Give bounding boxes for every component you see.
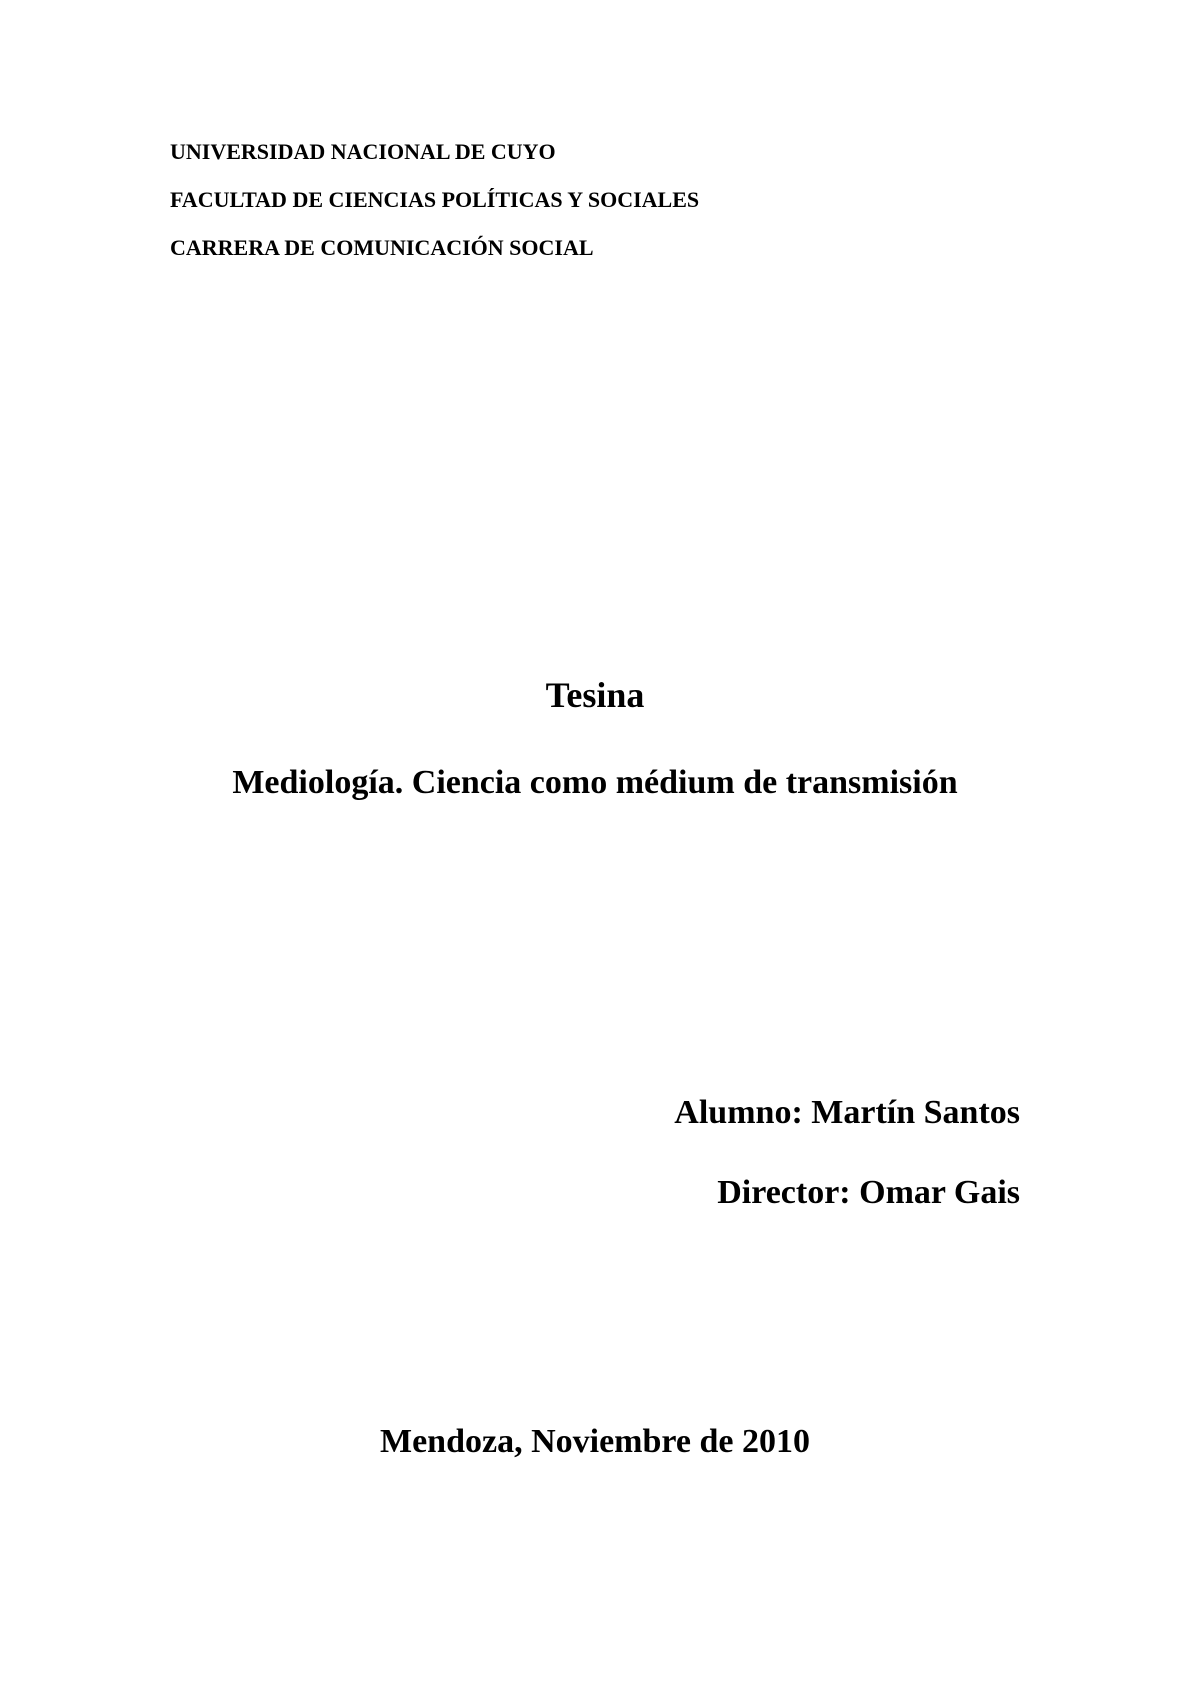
student-name: Alumno: Martín Santos	[674, 1094, 1020, 1131]
faculty-name: FACULTAD DE CIENCIAS POLÍTICAS Y SOCIALES	[170, 187, 700, 212]
university-name: UNIVERSIDAD NACIONAL DE CUYO	[170, 139, 556, 164]
author-block	[674, 1093, 1020, 1253]
place-and-date: Mendoza, Noviembre de 2010	[380, 1423, 810, 1460]
institution-header	[170, 140, 699, 284]
document-title: Mediología. Ciencia como médium de transmisión	[232, 764, 958, 801]
program-name: CARRERA DE COMUNICACIÓN SOCIAL	[170, 235, 594, 260]
director-name: Director: Omar Gais	[717, 1174, 1020, 1211]
document-type: Tesina	[545, 675, 645, 715]
